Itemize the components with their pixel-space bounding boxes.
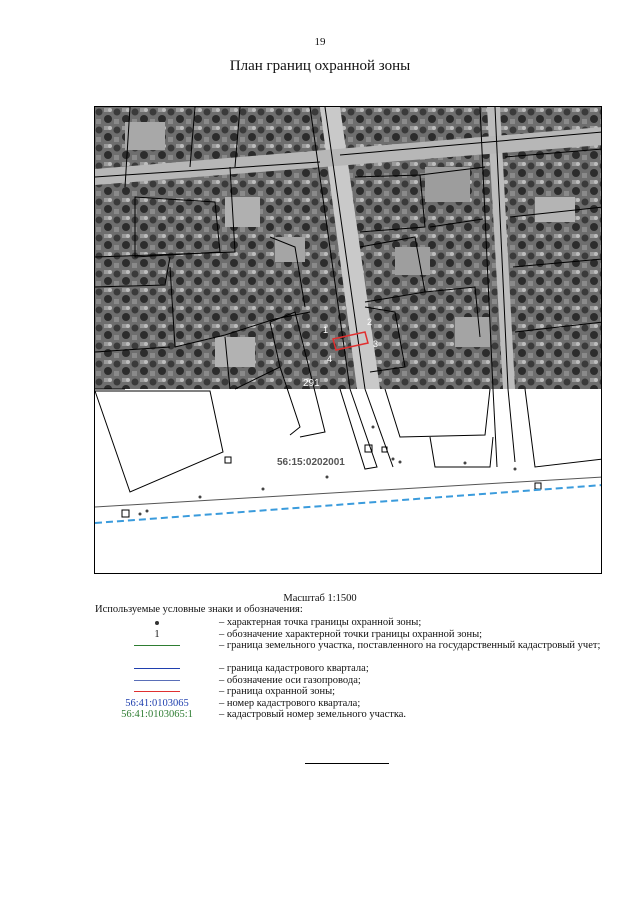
legend-description: – обозначение характерной точки границы охранной зоны; (219, 628, 483, 640)
legend-symbol-text: 56:41:0103065 (125, 697, 189, 709)
legend-symbol-parcel-number (95, 709, 219, 721)
point-label-3: 3 (373, 339, 379, 349)
cadastral-map (94, 106, 602, 574)
legend-description: – характерная точка границы охранной зоны; (219, 617, 422, 628)
legend-symbol-quarter-boundary (95, 663, 219, 675)
page-title: План границ охранной зоны (229, 58, 411, 74)
legend-symbol-quarter-number (95, 698, 219, 710)
legend-symbol-point (95, 617, 219, 629)
legend-description: – номер кадастрового квартала; (219, 697, 361, 709)
legend-row (95, 629, 605, 641)
legend-row (95, 675, 605, 687)
gas-pipeline-line-icon (134, 680, 180, 681)
separator-line (305, 763, 389, 764)
legend-symbol-gas-pipeline (95, 675, 219, 687)
protection-zone-line-icon (134, 691, 180, 692)
legend-description: – кадастровый номер земельного участка. (219, 709, 407, 720)
legend-row (95, 698, 605, 710)
legend-row (95, 709, 605, 721)
legend-symbol-text: 1 (154, 628, 160, 640)
legend-row (95, 663, 605, 675)
point-marker-icon (155, 621, 159, 625)
legend-description: – обозначение оси газопровода; (219, 674, 361, 686)
parcel-number-label: 291 (303, 378, 320, 389)
point-label-4: 4 (327, 354, 333, 364)
page-number: 19 (314, 36, 326, 48)
legend-description: – граница земельного участка, поставленного на государственный кадастровый учет; (219, 640, 601, 651)
legend-title: Используемые условные знаки и обозначения: (95, 604, 303, 615)
legend-description: – граница охранной зоны; (219, 686, 336, 697)
legend-row (95, 686, 605, 698)
legend-symbol-parcel-boundary (95, 640, 219, 652)
legend-description: – граница кадастрового квартала; (219, 663, 369, 674)
quarter-boundary-line-icon (134, 668, 180, 669)
legend (95, 617, 605, 721)
map-scale: Масштаб 1:1500 (283, 593, 357, 604)
legend-symbol-protection-zone (95, 686, 219, 698)
quarter-number-label: 56:15:0202001 (277, 457, 345, 468)
parcel-boundary-line-icon (134, 645, 180, 646)
legend-symbol-text: 56:41:0103065:1 (121, 709, 193, 720)
legend-row (95, 640, 605, 663)
legend-symbol-point-label (95, 629, 219, 641)
legend-row (95, 617, 605, 629)
quarter-boundary-line (95, 485, 602, 523)
point-label-1: 1 (323, 325, 329, 335)
point-label-2: 2 (367, 317, 373, 327)
